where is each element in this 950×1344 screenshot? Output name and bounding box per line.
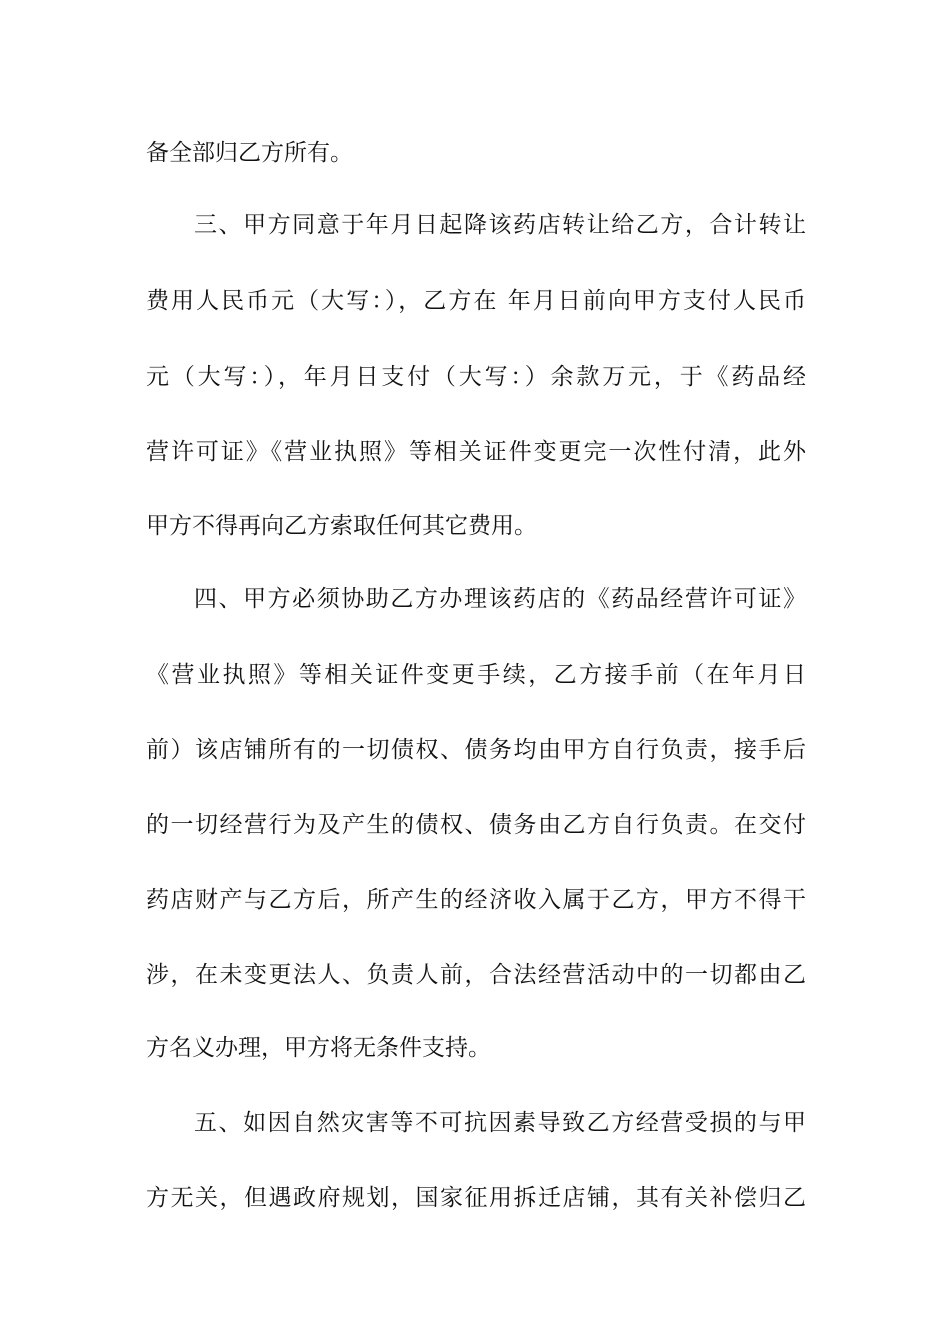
text-line: 前）该店铺所有的一切债权、债务均由甲方自行负责，接手后 xyxy=(146,737,806,763)
text-line: 费用人民币元（大写：），乙方在 年月日前向甲方支付人民币 xyxy=(146,288,806,314)
text-line: 元（大写：），年月日支付（大写：）余款万元，于《药品经 xyxy=(146,364,806,390)
clause-3-heading-line: 三、甲方同意于年月日起降该药店转让给乙方，合计转让 xyxy=(194,212,806,238)
clause-4-heading-line: 四、甲方必须协助乙方办理该药店的《药品经营许可证》 xyxy=(194,586,806,612)
text-line: 备全部归乙方所有。 xyxy=(146,140,353,166)
text-line: 药店财产与乙方后，所产生的经济收入属于乙方，甲方不得干 xyxy=(146,887,806,913)
clause-5-heading-line: 五、如因自然灾害等不可抗因素导致乙方经营受损的与甲 xyxy=(194,1110,806,1136)
text-line: 营许可证》《营业执照》等相关证件变更完一次性付清，此外 xyxy=(146,439,806,465)
text-line: 方无关，但遇政府规划，国家征用拆迁店铺，其有关补偿归乙 xyxy=(146,1185,806,1211)
text-line: 《营业执照》等相关证件变更手续，乙方接手前（在年月日 xyxy=(146,662,806,688)
text-line: 方名义办理，甲方将无条件支持。 xyxy=(146,1035,491,1061)
text-line: 涉，在未变更法人、负责人前，合法经营活动中的一切都由乙 xyxy=(146,962,806,988)
text-line: 的一切经营行为及产生的债权、债务由乙方自行负责。在交付 xyxy=(146,812,806,838)
text-line: 甲方不得再向乙方索取任何其它费用。 xyxy=(146,513,537,539)
